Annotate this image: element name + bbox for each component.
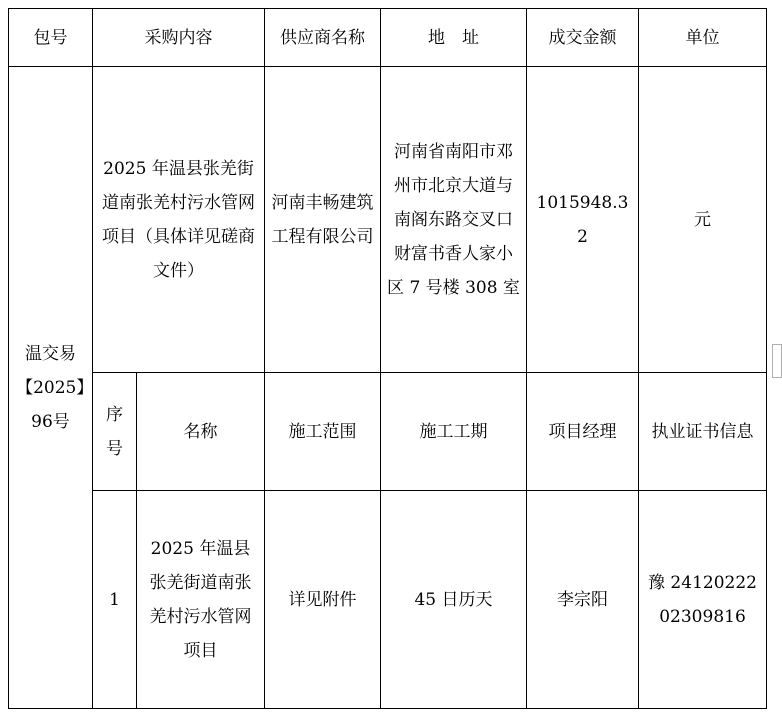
subheader-duration: 施工工期 [381,373,527,491]
cell-row-manager: 李宗阳 [527,491,639,709]
subheader-scope: 施工范围 [265,373,381,491]
subheader-name: 名称 [137,373,265,491]
cell-amount: 1015948.32 [527,67,639,373]
cell-row-license: 豫 2412022202309816 [639,491,767,709]
cell-address: 河南省南阳市邓州市北京大道与南阁东路交叉口财富书香人家小区 7 号楼 308 室 [381,67,527,373]
cell-row-duration: 45 日历天 [381,491,527,709]
cell-unit: 元 [639,67,767,373]
cell-row-index: 1 [93,491,137,709]
header-package-no: 包号 [9,9,93,67]
subheader-manager: 项目经理 [527,373,639,491]
header-procurement-content: 采购内容 [93,9,265,67]
cell-procurement-content: 2025 年温县张羌街道南张羌村污水管网项目（具体详见磋商文件） [93,67,265,373]
header-unit: 单位 [639,9,767,67]
cell-row-scope: 详见附件 [265,491,381,709]
table-row [9,491,767,709]
subheader-license: 执业证书信息 [639,373,767,491]
cell-supplier-name: 河南丰畅建筑工程有限公司 [265,67,381,373]
bid-result-table [8,8,767,709]
cell-row-name: 2025 年温县张羌街道南张羌村污水管网项目 [137,491,265,709]
document-page [0,8,782,720]
scrollbar-thumb[interactable] [772,344,782,378]
main-data-row [9,67,767,373]
subheader-index: 序号 [93,373,137,491]
header-supplier-name: 供应商名称 [265,9,381,67]
table-header-row [9,9,767,67]
sub-header-row [9,373,767,491]
header-address: 地 址 [381,9,527,67]
header-amount: 成交金额 [527,9,639,67]
cell-package-no: 温交易【2025】96号 [9,67,93,709]
